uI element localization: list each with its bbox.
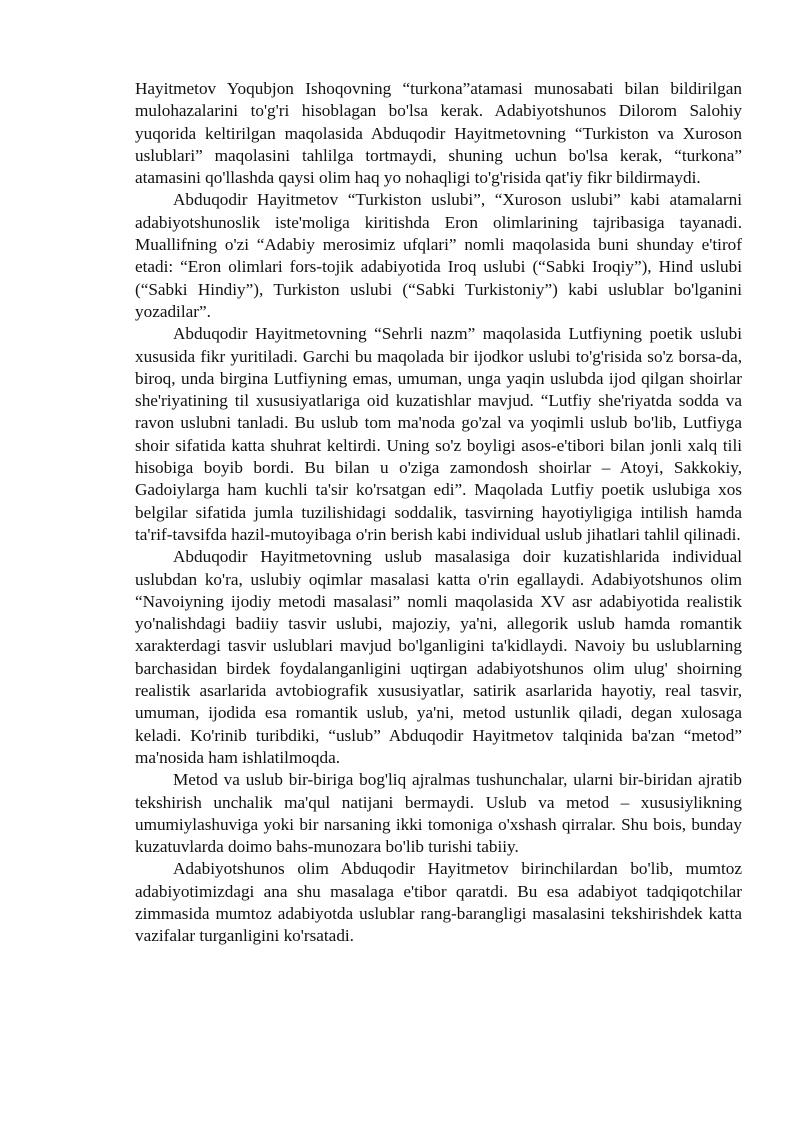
paragraph-3: Abduqodir Hayitmetovning “Sehrli nazm” maqolasida Lutfiyning poetik uslubi xususida fikr yuritiladi. Garchi bu maqolada bir ijodkor uslubi to'g'risida so'z borsa-da, biroq, unda birgina Lutfiyning emas, umuman, unga yaqin uslubda ijod qilgan shoirlar she'riyatining til xususiyatlariga oid kuzatishlar mavjud. “Lutfiy she'riyatda sodda va ravon uslubni tanladi. Bu uslub tom ma'noda go'zal va yoqimli uslub bo'lib, Lutfiyga shoir sifatida katta shuhrat keltirdi. Uning so'z boyligi asos-e'tibori bilan jonli xalq tili hisobiga boyib bordi. Bu bilan u o'ziga zamondosh shoirlar – Atoyi, Sakkokiy, Gadoiylarga ham kuchli ta'sir ko'rsatgan edi”. Maqolada Lutfiy poetik uslubiga xos belgilar sifatida jumla tuzilishidagi soddalik, tasvirning hayotiyligiga intilish hamda ta'rif-tavsifda hazil-mutoyibaga o'rin berish kabi individual uslub jihatlari tahlil qilinadi. (135, 324, 742, 544)
paragraph-6: Adabiyotshunos olim Abduqodir Hayitmetov birinchilardan bo'lib, mumtoz adabiyotimizdagi ana shu masalaga e'tibor qaratdi. Bu esa adabiyot tadqiqotchilar zimmasida mumtoz adabiyotda uslublar rang-barangligi masalasini tekshirishdek katta vazifalar turganligini ko'rsatadi. (135, 859, 742, 946)
paragraph-1: Hayitmetov Yoqubjon Ishoqovning “turkona”atamasi munosabati bilan bildirilgan mulohazalarini to'g'ri hisoblagan bo'lsa kerak. Adabiyotshunos Dilorom Salohiy yuqorida keltirilgan maqolasida Abduqodir Hayitmetovning “Turkiston va Xuroson uslublari” maqolasini tahlilga tortmaydi, shuning uchun bo'lsa kerak, “turkona” atamasini qo'llashda qaysi olim haq yo nohaqligi to'g'risida qat'iy fikr bildirmaydi. (135, 79, 742, 188)
document-page (135, 78, 742, 948)
paragraph-4: Abduqodir Hayitmetovning uslub masalasiga doir kuzatishlarida individual uslubdan ko'ra, uslubiy oqimlar masalasi katta o'rin egallaydi. Adabiyotshunos olim “Navoiyning ijodiy metodi masalasi” nomli maqolasida XV asr adabiyotida realistik yo'nalishdagi badiiy tasvir uslubi, majoziy, ya'ni, allegorik uslub hamda romantik xarakterdagi tasvir uslublari mavjud bo'lganligini ta'kidlaydi. Navoiy bu uslublarning barchasidan birdek foydalanganligini uqtirgan adabiyotshunos olim ulug' shoirning realistik asarlarida avtobiografik xususiyatlar, satirik asarlarida hayotiy, real tasvir, umuman, ijodida esa romantik uslub, ya'ni, metod ustunlik qiladi, degan xulosaga keladi. Ko'rinib turibdiki, “uslub” Abduqodir Hayitmetov talqinida ba'zan “metod” ma'nosida ham ishlatilmoqda. (135, 547, 742, 767)
paragraph-5: Metod va uslub bir-biriga bog'liq ajralmas tushunchalar, ularni bir-biridan ajratib tekshirish unchalik ma'qul natijani bermaydi. Uslub va metod – xususiylikning umumiylashuviga yoki bir narsaning ikki tomoniga o'xshash qirralar. Shu bois, bunday kuzatuvlarda doimo bahs-munozara bo'lib turishi tabiiy. (135, 770, 742, 857)
paragraph-2: Abduqodir Hayitmetov “Turkiston uslubi”, “Xuroson uslubi” kabi atamalarni adabiyotshunoslik iste'moliga kiritishda Eron olimlarining tajribasiga tayanadi. Muallifning o'zi “Adabiy merosimiz ufqlari” nomli maqolasida buni shunday e'tirof etadi: “Eron olimlari fors-tojik adabiyotida Iroq uslubi (“Sabki Iroqiy”), Hind uslubi (“Sabki Hindiy”), Turkiston uslubi (“Sabki Turkistoniy”) kabi uslublar bo'lganini yozadilar”. (135, 190, 742, 321)
